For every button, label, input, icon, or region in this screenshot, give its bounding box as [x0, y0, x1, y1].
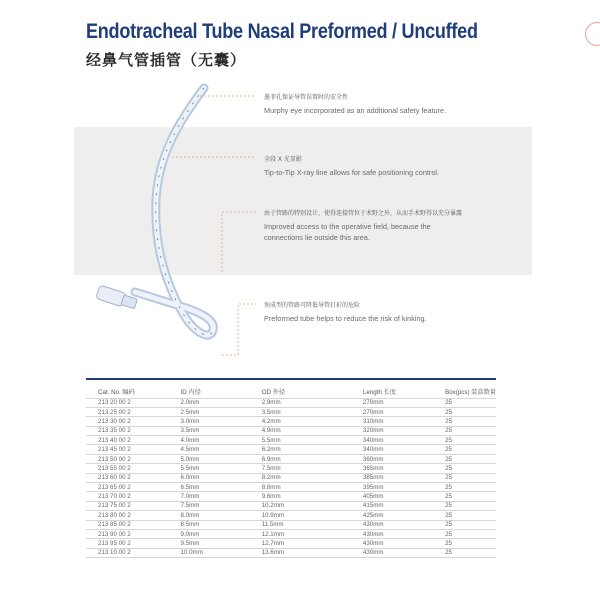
cell-box: 25: [433, 539, 496, 548]
table-header-row: [86, 386, 496, 398]
cell-length: 310mm: [351, 417, 433, 426]
feature-en: Tip-to-Tip X-ray line allows for safe positioning control.: [264, 168, 440, 177]
cell-cat-no: 213 30 00 2: [86, 417, 169, 426]
table-row: [86, 436, 496, 445]
cell-od: 11.5mm: [250, 520, 351, 529]
feature-preformed: [264, 300, 464, 324]
cell-od: 4.9mm: [250, 426, 351, 435]
header-length: Length 长度: [351, 386, 433, 398]
cell-length: 430mm: [351, 539, 433, 548]
feature-operative-access: [264, 208, 464, 243]
cell-box: 25: [433, 529, 496, 538]
table-row: [86, 520, 496, 529]
cell-length: 320mm: [351, 426, 433, 435]
cell-cat-no: 213 10 00 2: [86, 548, 169, 557]
cell-cat-no: 213 80 00 2: [86, 511, 169, 520]
cell-box: 25: [433, 520, 496, 529]
feature-cn: 全段 X 光显影: [264, 156, 302, 163]
table-row: [86, 445, 496, 454]
table-row: [86, 417, 496, 426]
cell-od: 10.2mm: [250, 501, 351, 510]
cell-od: 12.1mm: [250, 529, 351, 538]
feature-cn: 由于管路的特别设计，使得连接管位于术野之外，从而手术野得以充分暴露: [264, 210, 463, 217]
cell-box: 25: [433, 511, 496, 520]
cell-id: 5.5mm: [169, 464, 250, 473]
table-row: [86, 398, 496, 407]
cell-id: 10.0mm: [169, 548, 250, 557]
cell-id: 8.5mm: [169, 520, 250, 529]
cell-od: 8.2mm: [250, 473, 351, 482]
spec-table-section: [86, 378, 496, 558]
cell-od: 6.9mm: [250, 454, 351, 463]
cell-od: 5.5mm: [250, 436, 351, 445]
feature-xray-line: [264, 154, 464, 178]
cell-length: 430mm: [351, 529, 433, 538]
cell-od: 13.6mm: [250, 548, 351, 557]
cell-od: 9.6mm: [250, 492, 351, 501]
cell-length: 365mm: [351, 464, 433, 473]
cell-id: 7.5mm: [169, 501, 250, 510]
cell-box: 25: [433, 454, 496, 463]
cell-id: 8.0mm: [169, 511, 250, 520]
cell-id: 2.5mm: [169, 407, 250, 416]
page-title: Endotracheal Tube Nasal Preformed / Uncuffed: [86, 20, 478, 43]
table-row: [86, 454, 496, 463]
cell-box: 25: [433, 548, 496, 557]
table-row: [86, 529, 496, 538]
cell-cat-no: 213 70 00 2: [86, 492, 169, 501]
table-row: [86, 492, 496, 501]
cell-length: 270mm: [351, 407, 433, 416]
table-row: [86, 548, 496, 557]
cell-cat-no: 213 45 00 2: [86, 445, 169, 454]
cell-id: 6.5mm: [169, 483, 250, 492]
cell-length: 360mm: [351, 454, 433, 463]
cell-od: 10.9mm: [250, 511, 351, 520]
cell-id: 6.0mm: [169, 473, 250, 482]
cell-id: 9.0mm: [169, 529, 250, 538]
cell-od: 7.5mm: [250, 464, 351, 473]
table-row: [86, 501, 496, 510]
table-row: [86, 483, 496, 492]
cell-id: 4.0mm: [169, 436, 250, 445]
cell-cat-no: 213 65 00 2: [86, 483, 169, 492]
cell-cat-no: 213 55 00 2: [86, 464, 169, 473]
spec-table: [86, 386, 496, 558]
table-body: [86, 398, 496, 558]
header-od: OD 外径: [250, 386, 351, 398]
header-cat-no: Cat. No. 编码: [86, 386, 169, 398]
cell-box: 25: [433, 417, 496, 426]
cell-length: 395mm: [351, 483, 433, 492]
cell-id: 3.5mm: [169, 426, 250, 435]
cell-box: 25: [433, 426, 496, 435]
table-row: [86, 511, 496, 520]
cell-cat-no: 213 85 00 2: [86, 520, 169, 529]
cell-length: 425mm: [351, 511, 433, 520]
cell-length: 270mm: [351, 398, 433, 407]
cell-box: 25: [433, 483, 496, 492]
feature-en: Preformed tube helps to reduce the risk of kinking.: [264, 314, 427, 323]
cell-id: 2.0mm: [169, 398, 250, 407]
cell-od: 12.7mm: [250, 539, 351, 548]
cell-box: 25: [433, 445, 496, 454]
cell-od: 2.9mm: [250, 398, 351, 407]
cell-od: 8.8mm: [250, 483, 351, 492]
cell-length: 385mm: [351, 473, 433, 482]
cell-length: 340mm: [351, 436, 433, 445]
table-row: [86, 464, 496, 473]
feature-murphy-eye: [264, 92, 464, 116]
cell-od: 3.5mm: [250, 407, 351, 416]
cell-cat-no: 213 60 00 2: [86, 473, 169, 482]
cell-cat-no: 213 95 00 2: [86, 539, 169, 548]
feature-en: Improved access to the operative field, because the connections lie outside this area.: [264, 222, 431, 242]
cell-length: 340mm: [351, 445, 433, 454]
cell-od: 4.2mm: [250, 417, 351, 426]
cell-id: 9.5mm: [169, 539, 250, 548]
cell-box: 25: [433, 407, 496, 416]
feature-cn: 墨菲孔保证导管误置时的安全性: [264, 94, 349, 101]
header-box: Box(pcs) 装盒数量: [433, 386, 496, 398]
cell-cat-no: 213 90 00 2: [86, 529, 169, 538]
cell-box: 25: [433, 501, 496, 510]
cell-box: 25: [433, 464, 496, 473]
cell-id: 5.0mm: [169, 454, 250, 463]
cell-box: 25: [433, 492, 496, 501]
table-row: [86, 426, 496, 435]
table-top-rule: [86, 378, 496, 380]
cell-cat-no: 213 20 00 2: [86, 398, 169, 407]
cell-cat-no: 213 50 00 2: [86, 454, 169, 463]
cell-od: 6.2mm: [250, 445, 351, 454]
cell-length: 415mm: [351, 501, 433, 510]
cell-length: 430mm: [351, 520, 433, 529]
cell-length: 405mm: [351, 492, 433, 501]
cell-length: 430mm: [351, 548, 433, 557]
table-row: [86, 473, 496, 482]
cell-cat-no: 213 35 00 2: [86, 426, 169, 435]
cell-id: 4.5mm: [169, 445, 250, 454]
cell-box: 25: [433, 473, 496, 482]
header-id: ID 内径: [169, 386, 250, 398]
table-row: [86, 407, 496, 416]
cell-id: 7.0mm: [169, 492, 250, 501]
table-row: [86, 539, 496, 548]
cell-id: 3.0mm: [169, 417, 250, 426]
cell-box: 25: [433, 398, 496, 407]
feature-en: Murphy eye incorporated as an additional safety feature.: [264, 106, 447, 115]
page-subtitle-cn: 经鼻气管插管（无囊）: [86, 51, 247, 69]
feature-cn: 预成型的管路可降低导管打折的危险: [264, 302, 361, 309]
cell-cat-no: 213 25 00 2: [86, 407, 169, 416]
cell-box: 25: [433, 436, 496, 445]
cell-cat-no: 213 40 00 2: [86, 436, 169, 445]
cell-cat-no: 213 75 00 2: [86, 501, 169, 510]
